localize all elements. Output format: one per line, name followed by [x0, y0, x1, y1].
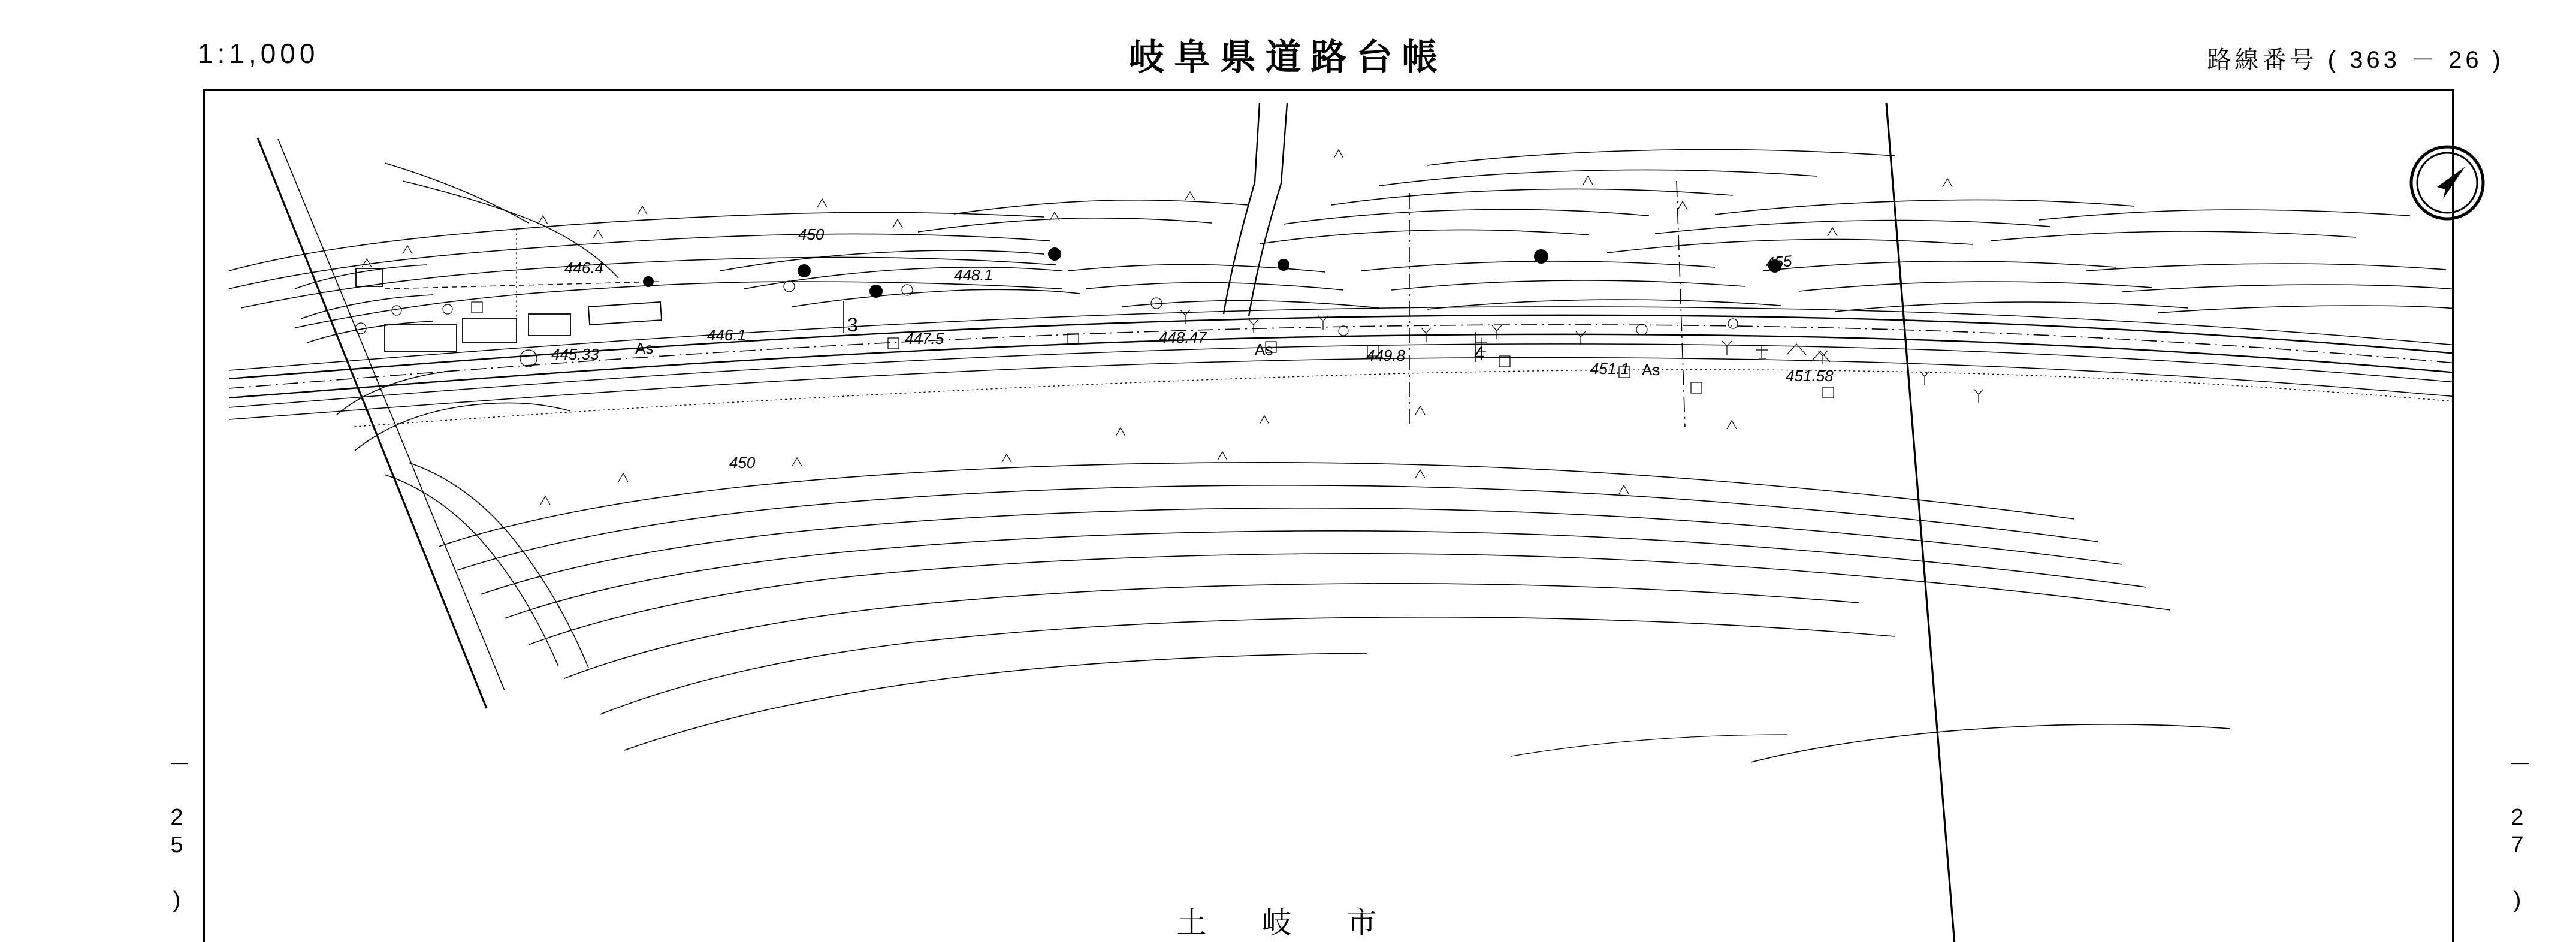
contour-label-455: 455	[1765, 252, 1793, 272]
pavement-label-as-2: As	[1255, 340, 1273, 358]
contour-label-450-lower: 450	[729, 454, 756, 472]
survey-point-446-1: 446.1	[707, 326, 747, 344]
scale-label: 1:1,000	[198, 38, 319, 69]
left-page-mark: － 25 )	[164, 752, 189, 915]
station-marker-3: 3	[847, 314, 858, 336]
city-name-label: 土 岐 市	[1176, 905, 1400, 940]
survey-point-447-5: 447.5	[905, 330, 944, 348]
survey-point-448-47: 448.47	[1159, 328, 1207, 346]
map-drawing	[205, 91, 2454, 942]
contour-label-450-upper: 450	[798, 225, 825, 243]
survey-point-445-33: 445.33	[551, 345, 599, 363]
route-number-label: 路線番号 ( 363 － 26 )	[2207, 47, 2504, 73]
page-title: 岐阜県道路台帳	[1128, 37, 1448, 78]
survey-point-451-1: 451.1	[1590, 360, 1630, 378]
survey-point-451-58: 451.58	[1786, 367, 1834, 385]
right-page-mark: － 27 )	[2505, 752, 2530, 915]
pavement-label-as-1: As	[635, 339, 654, 357]
pavement-label-as-3: As	[1642, 361, 1660, 379]
survey-point-449-8: 449.8	[1366, 346, 1406, 364]
station-marker-4: 4	[1474, 343, 1485, 364]
spot-height-446-4: 446.4	[564, 259, 604, 277]
map-frame	[203, 89, 2454, 942]
spot-height-448-1: 448.1	[954, 266, 993, 284]
